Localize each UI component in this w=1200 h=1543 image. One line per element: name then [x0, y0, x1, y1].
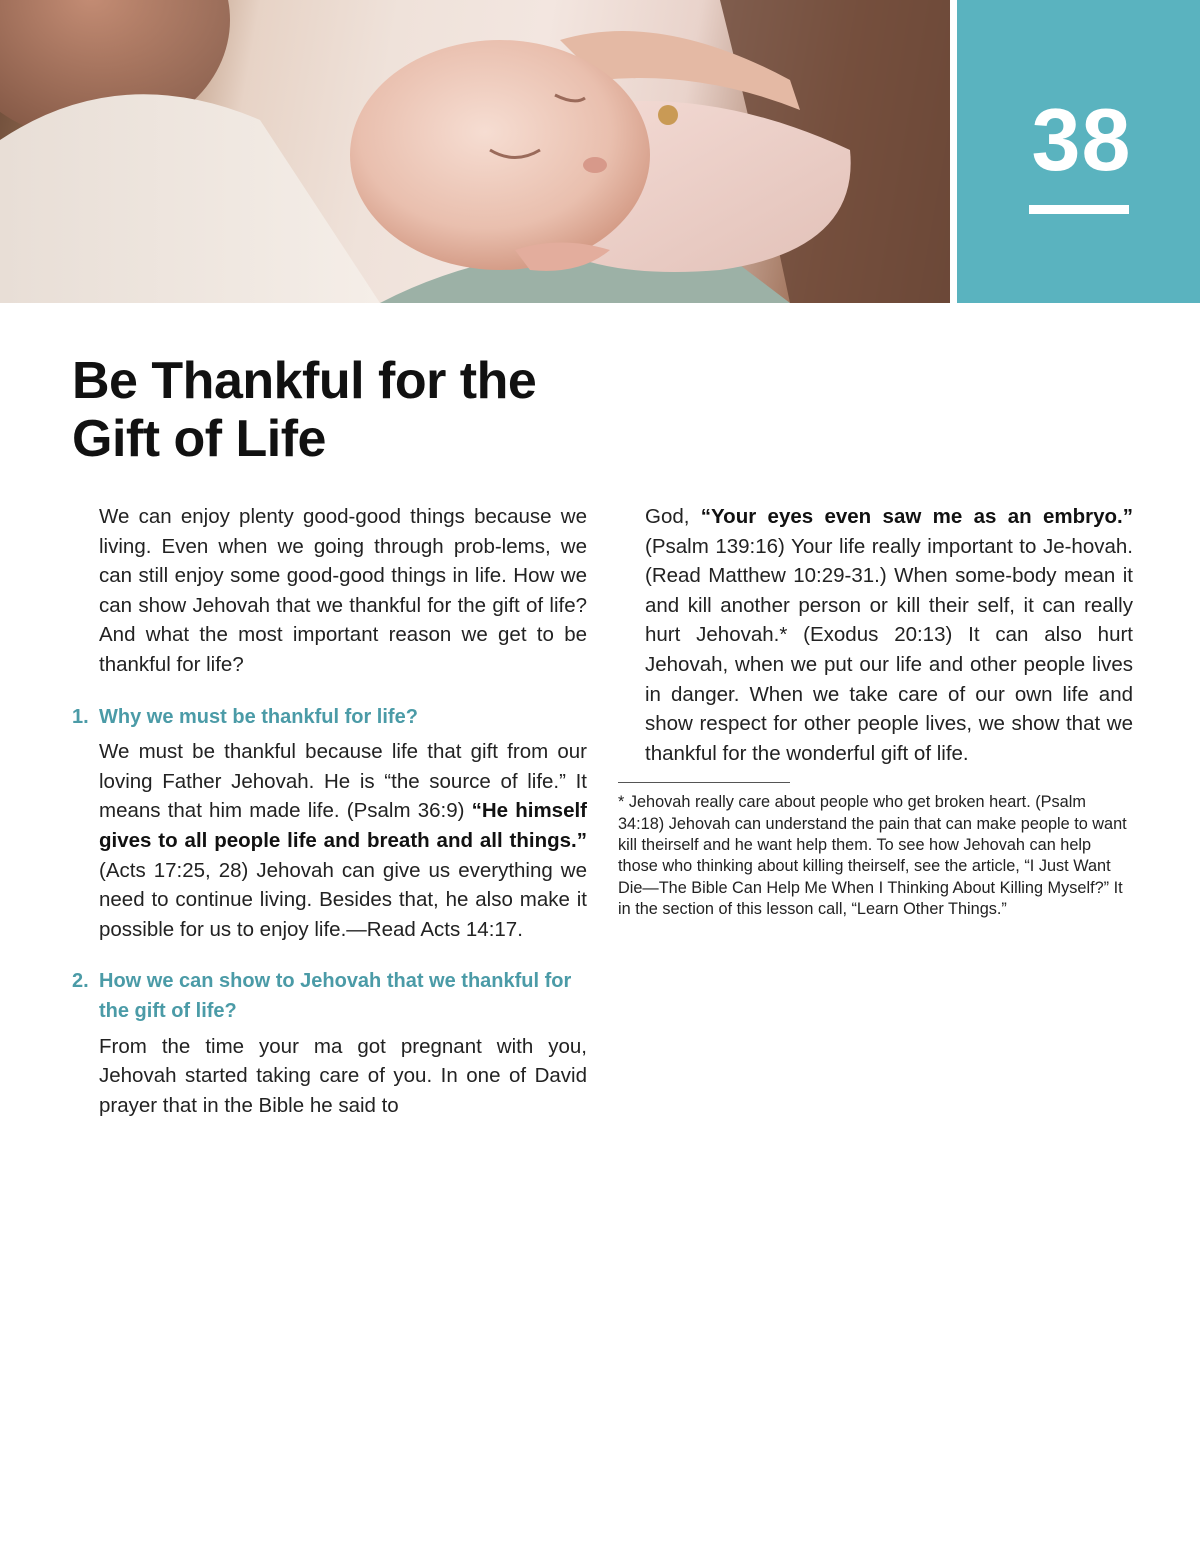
lesson-badge — [957, 0, 1200, 303]
right-column — [618, 502, 1133, 920]
question-2-number: 2. — [72, 970, 89, 993]
hero-photo — [0, 0, 950, 303]
question-1-heading — [72, 703, 587, 733]
title-line-1: Be Thankful for the — [72, 352, 537, 410]
title-line-2: Gift of Life — [72, 410, 326, 468]
answer-1-bold-quote: “He himself gives to all people life and breath and all things.” — [99, 799, 587, 852]
footnote-divider — [618, 782, 790, 783]
page-title — [72, 352, 632, 468]
question-2-text: How we can show to Jehovah that we thankful for the gift of life? — [99, 970, 572, 1022]
answer-2-bold-quote: “Your eyes even saw me as an embryo.” — [700, 505, 1133, 528]
answer-1-text-b: (Acts 17:25, 28) Jehovah can give us everything we need to continue living. Besides that, he also make it possible for us to enjoy life.—Read Acts 14:17. — [99, 858, 587, 941]
intro-paragraph: We can enjoy plenty good-good things because we living. Even when we going through prob-lems, we can still enjoy some good-good things in life. How we can show Jehovah that we thankful for the gift of life? And what the most important reason we get to be thankful for life? — [99, 505, 587, 676]
answer-2-cont-text-b: (Psalm 139:16) Your life really important to Je-hovah. (Read Matthew 10:29-31.) When some-body mean it and kill another person or kill their self, it can really hurt Jehovah.* (Exodus 20:13) It can also hurt Jehovah, when we put our life and other people lives in danger. When we take care of our own life and show respect for other people lives, we show that we thankful for the wonderful gift of life. — [645, 534, 1133, 765]
left-column — [72, 502, 587, 1120]
answer-2-cont-text-a: God, — [645, 505, 701, 528]
lesson-number-underline — [1029, 205, 1129, 214]
answer-1-paragraph — [99, 737, 587, 944]
answer-2-continued — [645, 502, 1133, 768]
answer-1-text-a: We must be thankful because life that gift from our loving Father Jehovah. He is “the source of life.” It means that him made life. (Psalm 36:9) — [99, 740, 587, 823]
question-2-heading — [72, 967, 587, 1026]
question-1-text: Why we must be thankful for life? — [99, 705, 418, 728]
answer-2-paragraph: From the time your ma got pregnant with you, Jehovah started taking care of you. In one of David prayer that in the Bible he said to — [99, 1034, 587, 1117]
lesson-number: 38 — [1031, 90, 1132, 189]
mother-baby-illustration — [0, 0, 950, 303]
footnote: * Jehovah really care about people who get broken heart. (Psalm 34:18) Jehovah can understand the pain that can make people to want kill theirself and he want help them. To see how Jehovah can help those who thinking about killing theirself, see the article, “I Just Want Die—The Bible Can Help Me When I Thinking About Killing Myself?” It in the section of this lesson call, “Learn Other Things.” — [618, 793, 1127, 918]
question-1-number: 1. — [72, 705, 89, 728]
